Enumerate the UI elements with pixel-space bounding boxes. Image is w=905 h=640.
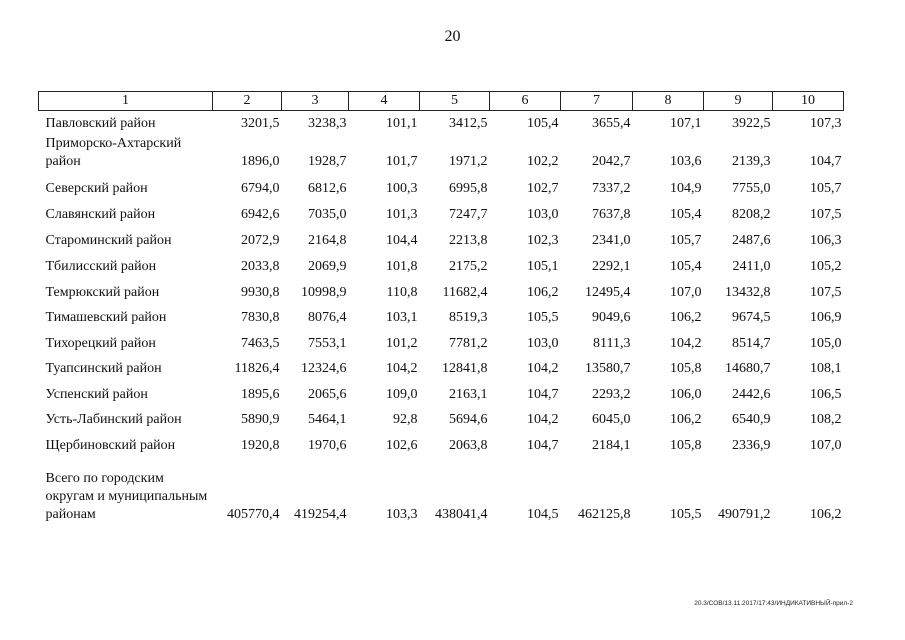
- value-cell: 106,3: [810, 232, 842, 248]
- column-header: 8: [633, 92, 704, 111]
- value-cell: 2341,0: [592, 232, 631, 248]
- region-name-cell: Славянский район: [45, 206, 156, 222]
- value-cell: 105,5: [527, 309, 559, 325]
- value-cell: 2164,8: [308, 232, 347, 248]
- column-header: 3: [282, 92, 349, 111]
- value-cell: 405770,4: [227, 506, 280, 522]
- value-cell: 12495,4: [585, 284, 631, 300]
- value-cell: 11682,4: [442, 284, 488, 300]
- value-cell: 1928,7: [308, 153, 347, 169]
- value-cell: 2063,8: [449, 437, 488, 453]
- value-cell: 2336,9: [732, 437, 771, 453]
- value-cell: 107,1: [670, 115, 702, 131]
- table-row: [39, 429, 844, 455]
- value-cell: 103,0: [527, 206, 559, 222]
- value-cell: 92,8: [393, 411, 418, 427]
- region-name-cell: Темрюкский район: [45, 284, 160, 300]
- value-cell: 107,5: [810, 284, 842, 300]
- value-cell: 105,4: [670, 206, 702, 222]
- value-cell: 105,7: [810, 180, 842, 196]
- value-cell: 2033,8: [241, 258, 280, 274]
- value-cell: 1970,6: [308, 437, 347, 453]
- region-name-cell: Тихорецкий район: [45, 335, 156, 351]
- table-row: [39, 404, 844, 429]
- value-cell: 438041,4: [435, 506, 488, 522]
- region-name-cell: Щербиновский район: [45, 437, 176, 453]
- value-cell: 110,8: [386, 284, 418, 300]
- value-cell: 5890,9: [241, 411, 280, 427]
- table-row: [39, 133, 844, 171]
- value-cell: 6794,0: [241, 180, 280, 196]
- value-cell: 13580,7: [585, 360, 631, 376]
- value-cell: 12841,8: [442, 360, 488, 376]
- value-cell: 105,7: [670, 232, 702, 248]
- region-name-cell: Усть-Лабинский район: [45, 411, 182, 427]
- value-cell: 8519,3: [449, 309, 488, 325]
- value-cell: 10998,9: [301, 284, 347, 300]
- value-cell: 3655,4: [592, 115, 631, 131]
- value-cell: 104,7: [527, 386, 559, 402]
- value-cell: 12324,6: [301, 360, 347, 376]
- value-cell: 2292,1: [592, 258, 631, 274]
- value-cell: 2072,9: [241, 232, 280, 248]
- value-cell: 9930,8: [241, 284, 280, 300]
- region-name-cell: Туапсинский район: [45, 360, 162, 376]
- value-cell: 1896,0: [241, 153, 280, 169]
- value-cell: 106,2: [670, 309, 702, 325]
- value-cell: 109,0: [386, 386, 418, 402]
- value-cell: 3238,3: [308, 115, 347, 131]
- value-cell: 105,0: [810, 335, 842, 351]
- table-row: [39, 353, 844, 378]
- column-header: 5: [420, 92, 490, 111]
- value-cell: 9674,5: [732, 309, 771, 325]
- value-cell: 2163,1: [449, 386, 488, 402]
- value-cell: 104,2: [527, 411, 559, 427]
- value-cell: 103,3: [386, 506, 418, 522]
- value-cell: 104,7: [810, 153, 842, 169]
- value-cell: 2184,1: [592, 437, 631, 453]
- header-row: [39, 92, 844, 111]
- value-cell: 7553,1: [308, 335, 347, 351]
- table-row: [39, 250, 844, 276]
- table-body: [39, 111, 844, 524]
- value-cell: 103,0: [527, 335, 559, 351]
- column-header: 7: [561, 92, 633, 111]
- value-cell: 106,2: [670, 411, 702, 427]
- value-cell: 107,0: [670, 284, 702, 300]
- value-cell: 102,2: [527, 153, 559, 169]
- region-name-cell: Всего по городским округам и муниципальным районам: [45, 470, 208, 522]
- value-cell: 107,3: [810, 115, 842, 131]
- indicator-table: [38, 91, 844, 524]
- value-cell: 105,8: [670, 360, 702, 376]
- region-name-cell: Северский район: [45, 180, 148, 196]
- value-cell: 104,4: [386, 232, 418, 248]
- value-cell: 101,8: [386, 258, 418, 274]
- value-cell: 13432,8: [725, 284, 771, 300]
- value-cell: 2139,3: [732, 153, 771, 169]
- value-cell: 7781,2: [449, 335, 488, 351]
- value-cell: 104,2: [527, 360, 559, 376]
- region-name-cell: Приморско-Ахтарский район: [45, 135, 182, 169]
- table-row: [39, 302, 844, 327]
- region-name-cell: Тбилисский район: [45, 258, 157, 274]
- value-cell: 101,3: [386, 206, 418, 222]
- value-cell: 7463,5: [241, 335, 280, 351]
- value-cell: 6942,6: [241, 206, 280, 222]
- value-cell: 11826,4: [234, 360, 280, 376]
- value-cell: 6812,6: [308, 180, 347, 196]
- value-cell: 104,5: [527, 506, 559, 522]
- value-cell: 105,4: [527, 115, 559, 131]
- value-cell: 6995,8: [449, 180, 488, 196]
- column-header: 6: [490, 92, 561, 111]
- value-cell: 7035,0: [308, 206, 347, 222]
- value-cell: 9049,6: [592, 309, 631, 325]
- value-cell: 105,8: [670, 437, 702, 453]
- value-cell: 103,1: [386, 309, 418, 325]
- table-row: [39, 455, 844, 524]
- value-cell: 2042,7: [592, 153, 631, 169]
- value-cell: 1920,8: [241, 437, 280, 453]
- value-cell: 102,3: [527, 232, 559, 248]
- value-cell: 419254,4: [294, 506, 347, 522]
- value-cell: 3922,5: [732, 115, 771, 131]
- value-cell: 462125,8: [578, 506, 631, 522]
- value-cell: 106,0: [670, 386, 702, 402]
- value-cell: 2442,6: [732, 386, 771, 402]
- value-cell: 8111,3: [593, 335, 631, 351]
- value-cell: 105,2: [810, 258, 842, 274]
- table-row: [39, 378, 844, 404]
- value-cell: 101,1: [386, 115, 418, 131]
- value-cell: 7337,2: [592, 180, 631, 196]
- value-cell: 8208,2: [732, 206, 771, 222]
- value-cell: 106,2: [810, 506, 842, 522]
- value-cell: 6045,0: [592, 411, 631, 427]
- value-cell: 5694,6: [449, 411, 488, 427]
- page-number: 20: [444, 28, 461, 45]
- value-cell: 2411,0: [732, 258, 771, 274]
- value-cell: 6540,9: [732, 411, 771, 427]
- value-cell: 2175,2: [449, 258, 488, 274]
- value-cell: 1895,6: [241, 386, 280, 402]
- value-cell: 104,7: [527, 437, 559, 453]
- value-cell: 14680,7: [725, 360, 771, 376]
- table-row: [39, 224, 844, 250]
- column-header: 1: [39, 92, 213, 111]
- value-cell: 490791,2: [718, 506, 771, 522]
- table-row: [39, 171, 844, 198]
- value-cell: 3201,5: [241, 115, 280, 131]
- region-name-cell: Тимашевский район: [45, 309, 167, 325]
- value-cell: 2069,9: [308, 258, 347, 274]
- value-cell: 107,5: [810, 206, 842, 222]
- value-cell: 2065,6: [308, 386, 347, 402]
- value-cell: 105,5: [670, 506, 702, 522]
- region-name-cell: Павловский район: [45, 115, 156, 131]
- column-header: 2: [213, 92, 282, 111]
- table-row: [39, 327, 844, 353]
- table-row: [39, 198, 844, 224]
- region-name-cell: Староминский район: [45, 232, 172, 248]
- value-cell: 105,4: [670, 258, 702, 274]
- region-name-cell: Успенский район: [45, 386, 148, 402]
- value-cell: 8514,7: [732, 335, 771, 351]
- value-cell: 103,6: [670, 153, 702, 169]
- value-cell: 7755,0: [732, 180, 771, 196]
- value-cell: 107,0: [810, 437, 842, 453]
- value-cell: 104,9: [670, 180, 702, 196]
- value-cell: 102,6: [386, 437, 418, 453]
- value-cell: 106,9: [810, 309, 842, 325]
- value-cell: 108,2: [810, 411, 842, 427]
- value-cell: 2213,8: [449, 232, 488, 248]
- value-cell: 8076,4: [308, 309, 347, 325]
- value-cell: 2293,2: [592, 386, 631, 402]
- value-cell: 104,2: [386, 360, 418, 376]
- value-cell: 106,2: [527, 284, 559, 300]
- value-cell: 3412,5: [449, 115, 488, 131]
- value-cell: 108,1: [810, 360, 842, 376]
- value-cell: 101,7: [386, 153, 418, 169]
- value-cell: 102,7: [527, 180, 559, 196]
- table-row: [39, 276, 844, 302]
- value-cell: 7830,8: [241, 309, 280, 325]
- value-cell: 1971,2: [449, 153, 488, 169]
- column-header: 10: [773, 92, 844, 111]
- table-row: [39, 111, 844, 133]
- value-cell: 100,3: [386, 180, 418, 196]
- column-header: 4: [349, 92, 420, 111]
- value-cell: 5464,1: [308, 411, 347, 427]
- value-cell: 104,2: [670, 335, 702, 351]
- value-cell: 101,2: [386, 335, 418, 351]
- value-cell: 105,1: [527, 258, 559, 274]
- value-cell: 7247,7: [449, 206, 488, 222]
- value-cell: 7637,8: [592, 206, 631, 222]
- column-header: 9: [704, 92, 773, 111]
- document-footer-code: 20.3/СОВ/13.11.2017/17:43/ИНДИКАТИВНЫЙ-прил-2: [694, 600, 853, 607]
- value-cell: 106,5: [810, 386, 842, 402]
- value-cell: 2487,6: [732, 232, 771, 248]
